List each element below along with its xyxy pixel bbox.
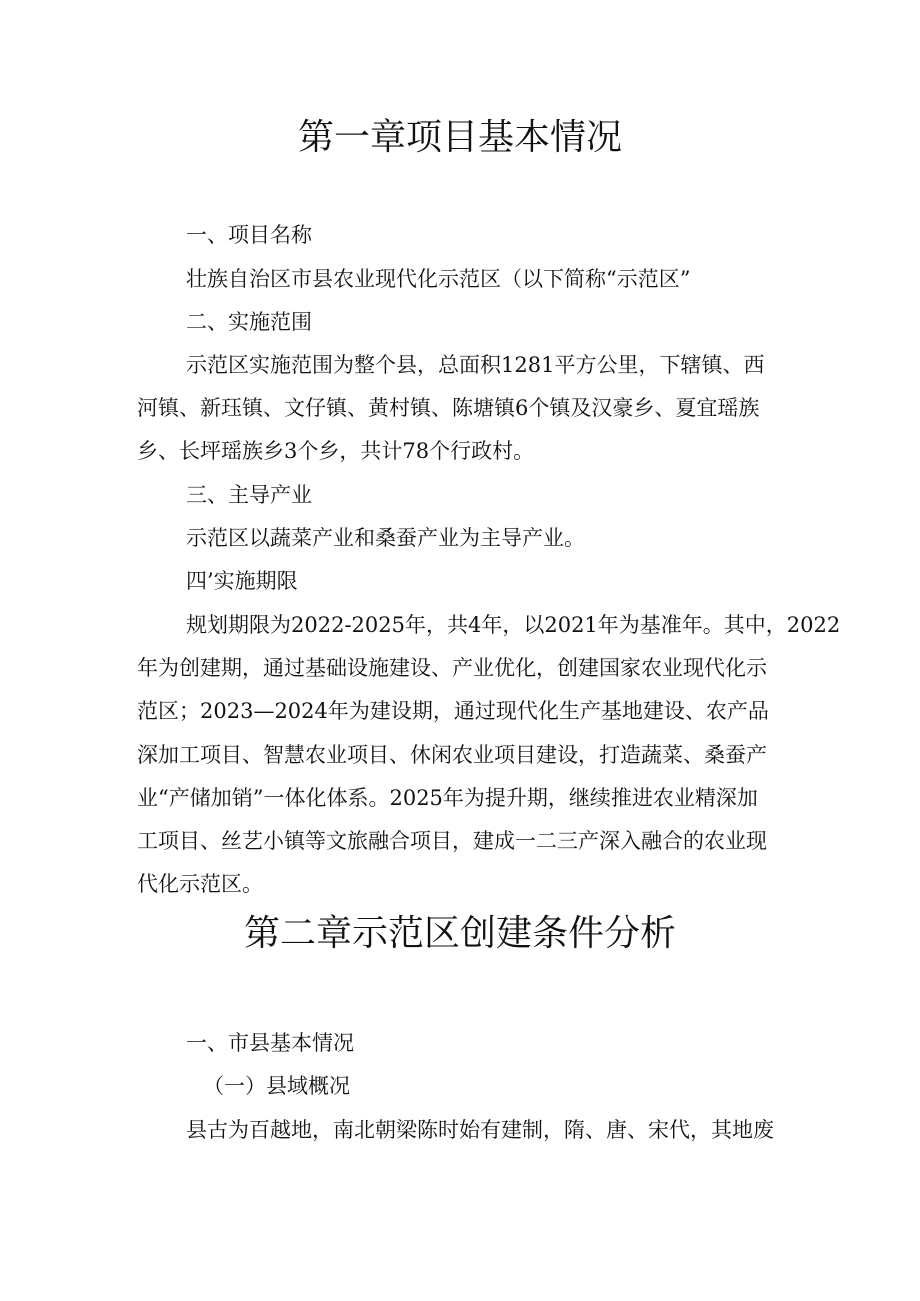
period-line-1: 规划期限为2022-2025年，共4年，以2021年为基准年。其中，2022: [186, 613, 841, 637]
subsection-heading-county-overview: （一）县域概况: [203, 1074, 350, 1098]
section-heading-county-info: 一、市县基本情况: [186, 1031, 354, 1055]
period-line-4: 深加工项目、智慧农业项目、休闲农业项目建设，打造蔬菜、桑蚕产: [137, 743, 767, 767]
county-overview-text: 县古为百越地，南北朝梁陈时始有建制，隋、唐、宋代，其地废: [186, 1118, 774, 1142]
section-heading-industry: 三、主导产业: [186, 483, 312, 507]
section-heading-scope: 二、实施范围: [186, 310, 312, 334]
period-line-2: 年为创建期，通过基础设施建设、产业优化，创建国家农业现代化示: [137, 656, 767, 680]
project-name-text: 壮族自治区市县农业现代化示范区（以下简称“示范区”: [186, 267, 691, 291]
section-heading-project-name: 一、项目名称: [186, 223, 312, 247]
chapter-1-title: 第一章项目基本情况: [297, 117, 622, 158]
scope-line-3: 乡、长坪瑶族乡3个乡，共计78个行政村。: [137, 439, 535, 463]
industry-text: 示范区以蔬菜产业和桑蚕产业为主导产业。: [186, 526, 585, 550]
chapter-2-title: 第二章示范区创建条件分析: [243, 913, 676, 954]
scope-line-2: 河镇、新珏镇、文仔镇、黄村镇、陈塘镇6个镇及汉豪乡、夏宜瑶族: [137, 396, 760, 420]
period-line-6: 工项目、丝艺小镇等文旅融合项目，建成一二三产深入融合的农业现: [137, 829, 767, 853]
section-heading-period: 四’实施期限: [186, 569, 298, 593]
period-line-3: 范区；2023—2024年为建设期，通过现代化生产基地建设、农产品: [137, 699, 769, 723]
scope-line-1: 示范区实施范围为整个县，总面积1281平方公里，下辖镇、西: [186, 353, 765, 377]
period-line-5: 业“产储加销”一体化体系。2025年为提升期，继续推进农业精深加: [137, 786, 758, 810]
period-line-7: 代化示范区。: [137, 872, 263, 896]
